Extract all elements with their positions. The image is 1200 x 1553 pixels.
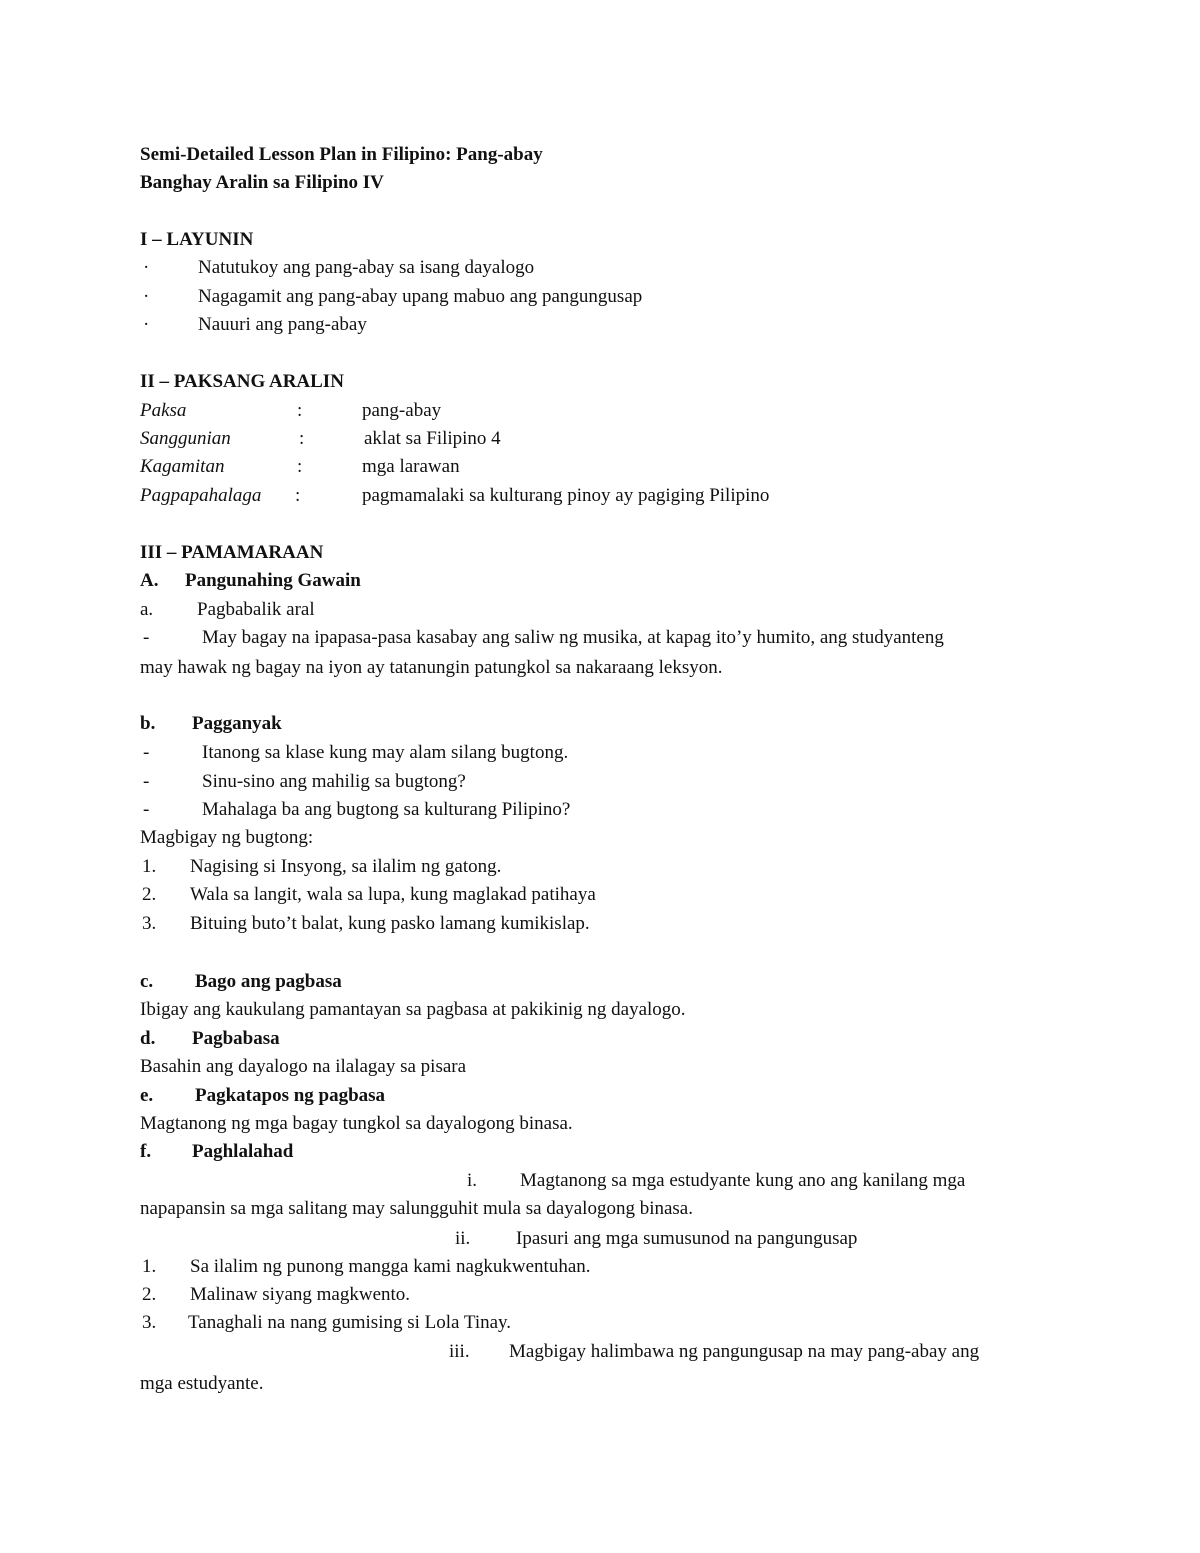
step-text: Itanong sa klase kung may alam silang bugtong. bbox=[202, 742, 569, 763]
dash-marker: - bbox=[143, 627, 150, 648]
dash-marker: - bbox=[143, 742, 150, 763]
sentence-item: Sa ilalim ng punong mangga kami nagkukwentuhan. bbox=[190, 1256, 591, 1277]
step-title: Pagbabalik aral bbox=[197, 599, 315, 620]
riddle-item: Wala sa langit, wala sa lupa, kung maglakad patihaya bbox=[190, 884, 596, 905]
bullet-icon: · bbox=[143, 286, 150, 307]
bullet-icon: · bbox=[143, 314, 150, 335]
step-text: May bagay na ipapasa-pasa kasabay ang saliw ng musika, at kapag ito’y humito, ang studyanteng bbox=[202, 627, 944, 648]
step-marker: f. bbox=[140, 1141, 152, 1162]
step-title: Pagbabasa bbox=[192, 1028, 280, 1049]
step-text: may hawak ng bagay na iyon ay tatanungin patungkol sa nakaraang leksyon. bbox=[140, 657, 723, 678]
dash-marker: - bbox=[143, 799, 150, 820]
section-heading-pamamaraan: III – PAMAMARAAN bbox=[140, 542, 324, 563]
step-marker: e. bbox=[140, 1085, 154, 1106]
step-text: Ibigay ang kaukulang pamantayan sa pagbasa at pakikinig ng dayalogo. bbox=[140, 999, 686, 1020]
field-value: pang-abay bbox=[362, 400, 442, 421]
subsection-marker: A. bbox=[140, 570, 159, 591]
objective-item: Nagagamit ang pang-abay upang mabuo ang pangungusap bbox=[198, 286, 643, 307]
field-colon: : bbox=[297, 456, 303, 477]
roman-marker: iii. bbox=[449, 1341, 470, 1362]
step-text: Magbigay ng bugtong: bbox=[140, 827, 314, 848]
step-title: Pagkatapos ng pagbasa bbox=[195, 1085, 386, 1106]
field-value: aklat sa Filipino 4 bbox=[364, 428, 501, 449]
field-label: Paksa bbox=[140, 400, 187, 421]
step-marker: b. bbox=[140, 713, 156, 734]
list-number: 1. bbox=[142, 1256, 157, 1277]
section-heading-layunin: I – LAYUNIN bbox=[140, 229, 254, 250]
objective-item: Natutukoy ang pang-abay sa isang dayalogo bbox=[198, 257, 535, 278]
sentence-item: Malinaw siyang magkwento. bbox=[190, 1284, 411, 1305]
step-text: Basahin ang dayalogo na ilalagay sa pisara bbox=[140, 1056, 467, 1077]
list-number: 3. bbox=[142, 1312, 157, 1333]
step-text: Ipasuri ang mga sumusunod na pangungusap bbox=[516, 1228, 858, 1249]
roman-marker: ii. bbox=[455, 1228, 471, 1249]
field-value: pagmamalaki sa kulturang pinoy ay pagiging Pilipino bbox=[362, 485, 770, 506]
step-title: Bago ang pagbasa bbox=[195, 971, 342, 992]
step-text: Magtanong ng mga bagay tungkol sa dayalogong binasa. bbox=[140, 1113, 573, 1134]
objective-item: Nauuri ang pang-abay bbox=[198, 314, 367, 335]
document-subtitle: Banghay Aralin sa Filipino IV bbox=[140, 172, 384, 193]
step-text: napapansin sa mga salitang may salungguhit mula sa dayalogong binasa. bbox=[140, 1198, 693, 1219]
step-text: Mahalaga ba ang bugtong sa kulturang Pilipino? bbox=[202, 799, 571, 820]
bullet-icon: · bbox=[143, 257, 150, 278]
field-colon: : bbox=[297, 400, 303, 421]
list-number: 2. bbox=[142, 1284, 157, 1305]
field-label: Sanggunian bbox=[140, 428, 231, 449]
riddle-item: Bituing buto’t balat, kung pasko lamang kumikislap. bbox=[190, 913, 590, 934]
list-number: 3. bbox=[142, 913, 157, 934]
list-number: 2. bbox=[142, 884, 157, 905]
step-text: Magtanong sa mga estudyante kung ano ang kanilang mga bbox=[520, 1170, 966, 1191]
step-text: Magbigay halimbawa ng pangungusap na may pang-abay ang bbox=[509, 1341, 980, 1362]
step-marker: a. bbox=[140, 599, 154, 620]
field-colon: : bbox=[295, 485, 301, 506]
field-colon: : bbox=[299, 428, 305, 449]
roman-marker: i. bbox=[467, 1170, 478, 1191]
document-title: Semi-Detailed Lesson Plan in Filipino: Pang-abay bbox=[140, 144, 543, 165]
list-number: 1. bbox=[142, 856, 157, 877]
field-label: Kagamitan bbox=[140, 456, 225, 477]
step-title: Paghlalahad bbox=[192, 1141, 294, 1162]
step-text: Sinu-sino ang mahilig sa bugtong? bbox=[202, 771, 466, 792]
step-text: mga estudyante. bbox=[140, 1373, 264, 1394]
step-marker: c. bbox=[140, 971, 154, 992]
step-marker: d. bbox=[140, 1028, 156, 1049]
sentence-item: Tanaghali na nang gumising si Lola Tinay. bbox=[188, 1312, 512, 1333]
dash-marker: - bbox=[143, 771, 150, 792]
riddle-item: Nagising si Insyong, sa ilalim ng gatong. bbox=[190, 856, 502, 877]
field-label: Pagpapahalaga bbox=[140, 485, 262, 506]
section-heading-paksang-aralin: II – PAKSANG ARALIN bbox=[140, 371, 344, 392]
subsection-title: Pangunahing Gawain bbox=[185, 570, 361, 591]
field-value: mga larawan bbox=[362, 456, 460, 477]
step-title: Pagganyak bbox=[192, 713, 282, 734]
